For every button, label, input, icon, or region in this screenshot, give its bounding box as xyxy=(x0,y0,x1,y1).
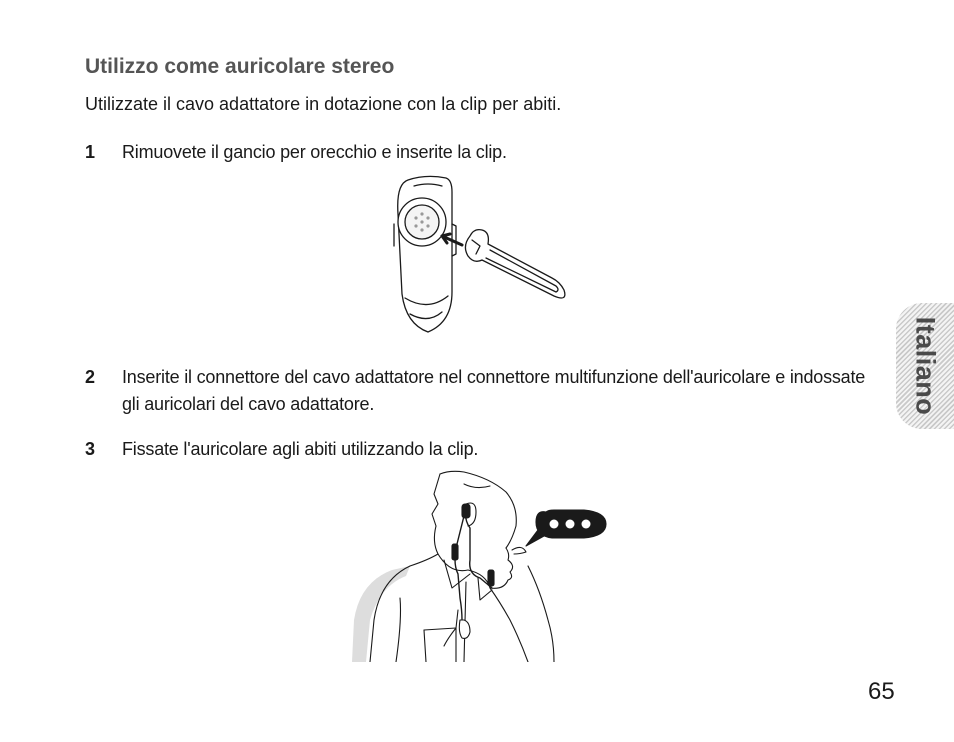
step-number: 1 xyxy=(85,142,96,162)
step-text: Rimuovete il gancio per orecchio e inserite la clip. xyxy=(122,142,507,162)
step-text: Fissate l'auricolare agli abiti utilizzando la clip. xyxy=(122,439,479,459)
step-number: 2 xyxy=(85,367,96,387)
step-text: Inserite il connettore del cavo adattatore nel connettore multifunzione dell'auricolare e indossate gli auricolari del cavo adattatore. xyxy=(122,367,866,414)
person-wearing-stereo-earphones-illustration xyxy=(340,470,610,662)
page-number: 65 xyxy=(868,678,895,705)
headset-clip-illustration xyxy=(386,174,576,334)
section-title: Utilizzo come auricolare stereo xyxy=(85,55,395,78)
step-number: 3 xyxy=(85,439,96,459)
language-label: Italiano xyxy=(910,316,941,416)
intro-text: Utilizzate il cavo adattatore in dotazione con la clip per abiti. xyxy=(85,94,562,114)
language-tab xyxy=(896,303,954,429)
